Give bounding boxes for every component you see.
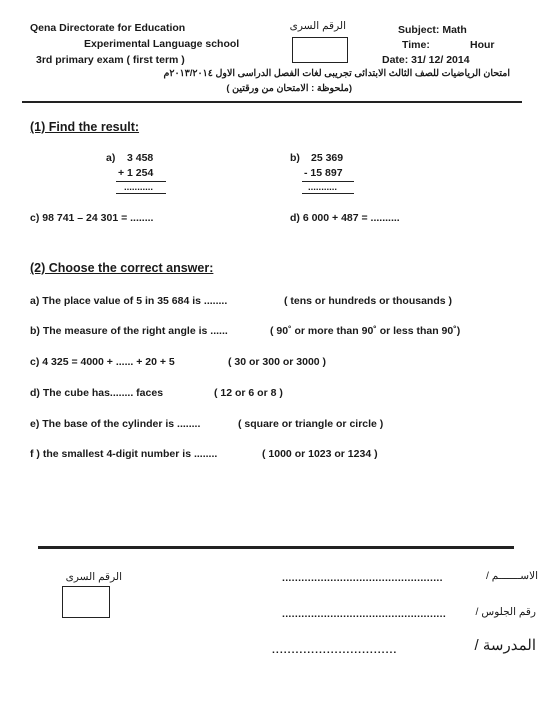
time-label: Time: xyxy=(402,39,430,51)
q2-item-e-text: e) The base of the cylinder is ........ xyxy=(30,418,201,430)
q2-item-f-options: ( 1000 or 1023 or 1234 ) xyxy=(262,448,378,460)
directorate-name: Qena Directorate for Education xyxy=(30,22,186,34)
question-2-title: (2) Choose the correct answer: xyxy=(30,261,214,275)
subject-label: Subject: Math xyxy=(398,24,467,36)
q2-item-d-options: ( 12 or 6 or 8 ) xyxy=(214,387,283,399)
q1-b-answer[interactable]: ........... xyxy=(308,182,338,193)
question-1-title: (1) Find the result: xyxy=(30,120,140,134)
footer-secret-number-box[interactable] xyxy=(62,586,110,618)
seat-number-label: رقم الجلوس / xyxy=(475,606,536,618)
q2-item-a-text: a) The place value of 5 in 35 684 is ........ xyxy=(30,295,228,307)
q1-d: d) 6 000 + 487 = .......... xyxy=(290,212,400,224)
arabic-note: (ملحوظة : الامتحان من ورقتين ) xyxy=(226,83,352,94)
q2-item-e-options: ( square or triangle or circle ) xyxy=(238,418,384,430)
seat-number-field[interactable]: ................................................... xyxy=(282,608,447,620)
footer-divider xyxy=(38,546,514,549)
footer-secret-number-label: الرقم السرى xyxy=(65,571,122,583)
q2-item-c-text: c) 4 325 = 4000 + ...... + 20 + 5 xyxy=(30,356,175,368)
name-field[interactable]: .................................................. xyxy=(282,572,443,584)
secret-number-label: الرقم السرى xyxy=(289,20,346,32)
exam-title: 3rd primary exam ( first term ) xyxy=(36,54,185,66)
q1-a-bottom: + 1 254 xyxy=(118,167,154,179)
q2-item-d-text: d) The cube has........ faces xyxy=(30,387,164,399)
q1-c: c) 98 741 – 24 301 = ........ xyxy=(30,212,154,224)
school-label: المدرسة / xyxy=(474,637,536,654)
header-divider xyxy=(22,101,522,103)
secret-number-box[interactable] xyxy=(292,37,348,63)
q1-a-line-2 xyxy=(116,193,166,194)
q1-b-bottom: - 15 897 xyxy=(304,167,343,179)
q1-b-label: b) xyxy=(290,152,300,164)
exam-date: Date: 31/ 12/ 2014 xyxy=(382,54,470,66)
name-label: الاســـــــم / xyxy=(485,570,538,582)
arabic-exam-title: امتحان الرياضيات للصف الثالث الابتدائى تجريبى لغات الفصل الدراسى الاول ٢٠١٣/٢٠١٤م xyxy=(163,68,510,79)
school-name: Experimental Language school xyxy=(84,38,240,50)
school-field[interactable]: ................................ xyxy=(272,644,398,656)
q1-a-answer[interactable]: ........... xyxy=(124,182,154,193)
time-unit: Hour xyxy=(470,39,495,51)
q1-b-line-2 xyxy=(302,193,354,194)
q1-a-top: 3 458 xyxy=(127,152,154,164)
q2-item-f-text: f ) the smallest 4-digit number is ........ xyxy=(30,448,218,460)
q1-b-top: 25 369 xyxy=(311,152,344,164)
q1-a-label: a) xyxy=(106,152,116,164)
q2-item-b-options: ( 90˚ or more than 90˚ or less than 90˚) xyxy=(270,325,461,337)
q2-item-b-text: b) The measure of the right angle is ...... xyxy=(30,325,228,337)
q2-item-a-options: ( tens or hundreds or thousands ) xyxy=(284,295,453,307)
q2-item-c-options: ( 30 or 300 or 3000 ) xyxy=(228,356,327,368)
